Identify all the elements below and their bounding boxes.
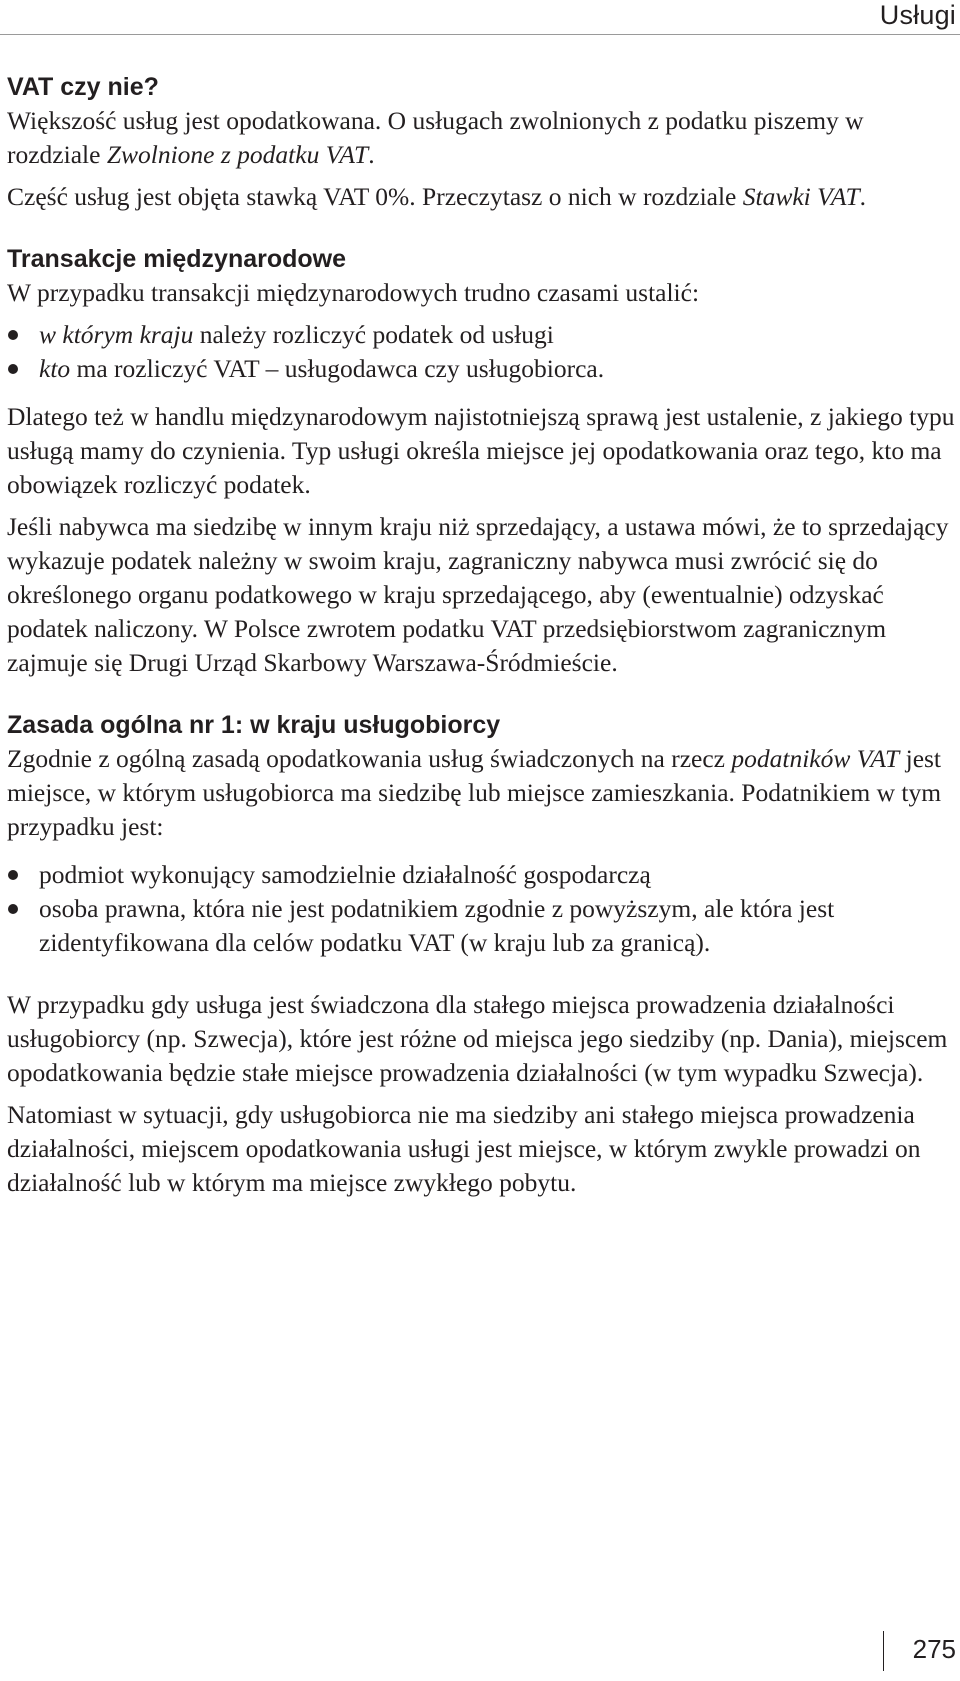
running-header-title: Usługi [879, 0, 956, 30]
paragraph-rule1-2: Natomiast w sytuacji, gdy usługobiorca nie ma siedziby ani stałego miejsca prowadzenia działalności, miejscem opodatkowania usługi jest miejsce, w którym zwykle prowadzi on działalność lub w którym ma miejsce zwykłego pobytu. [7, 1100, 921, 1197]
page-content [7, 70, 957, 1200]
page-number: 275 [912, 1634, 956, 1664]
list-item [7, 318, 957, 352]
text-run: należy rozliczyć podatek od usługi [193, 320, 554, 349]
paragraph-vat-2 [7, 180, 957, 214]
bullet-icon [8, 330, 18, 340]
text-run: osoba prawna, która nie jest podatnikiem zgodnie z powyższym, ale która jest zidentyfikowana dla celów podatku VAT (w kraju lub za granicą). [39, 894, 835, 957]
section-heading-international: Transakcje międzynarodowe [7, 245, 347, 273]
emphasis: w którym kraju [39, 320, 194, 349]
paragraph-international-1: Dlatego też w handlu międzynarodowym najistotniejszą sprawą jest ustalenie, z jakiego typu usługą mamy do czynienia. Typ usługi określa miejsce jej opodatkowania oraz tego, kto ma obowiązek rozliczyć podatek. [7, 402, 955, 499]
bullet-list-rule1 [7, 858, 957, 960]
text-run: . [368, 140, 375, 169]
emphasis: podatników VAT [731, 744, 900, 773]
bullet-icon [8, 364, 18, 374]
paragraph-international-2: Jeśli nabywca ma siedzibę w innym kraju niż sprzedający, a ustawa mówi, że to sprzedający wykazuje podatek należny w swoim kraju, zagraniczny nabywca musi zwrócić się do określonego organu podatkowego w kraju sprzedającego, aby (ewentualnie) odzyskać podatek naliczony. W Polsce zwrotem podatku VAT przedsiębiorstwom zagranicznym zajmuje się Drugi Urząd Skarbowy Warszawa-Śródmieście. [7, 512, 949, 677]
paragraph-rule1-intro [7, 742, 957, 844]
paragraph-international-intro: W przypadku transakcji międzynarodowych trudno czasami ustalić: [7, 278, 700, 307]
section-heading-rule1: Zasada ogólna nr 1: w kraju usługobiorcy [7, 711, 501, 739]
bullet-icon [8, 904, 18, 914]
list-item [7, 352, 957, 386]
footer-divider [883, 1631, 884, 1671]
emphasis: Zwolnione z podatku VAT [106, 140, 369, 169]
list-item [7, 892, 957, 960]
paragraph-vat-1 [7, 104, 957, 172]
section-heading-vat: VAT czy nie? [7, 73, 159, 101]
text-run: jest miejsce, w którym usługobiorca ma siedzibę lub miejsce zamieszkania. Podatnikiem w tym przypadku jest: [7, 744, 942, 841]
paragraph-rule1-1: W przypadku gdy usługa jest świadczona dla stałego miejsca prowadzenia działalności usługobiorcy (np. Szwecja), które jest różne od miejsca jego siedziby (np. Dania), miejscem opodatkowania będzie stałe miejsce prowadzenia działalności (w tym wypadku Szwecja). [7, 990, 948, 1087]
text-run: Część usług jest objęta stawką VAT 0%. Przeczytasz o nich w rozdziale [7, 182, 743, 211]
text-run: ma rozliczyć VAT – usługodawca czy usługobiorca. [70, 354, 605, 383]
text-run: Zgodnie z ogólną zasadą opodatkowania usług świadczonych na rzecz [7, 744, 732, 773]
bullet-icon [8, 870, 18, 880]
bullet-list-international [7, 318, 957, 386]
list-item [7, 858, 957, 892]
text-run: Większość usług jest opodatkowana. O usługach zwolnionych z podatku piszemy w rozdziale [7, 106, 864, 169]
text-run: . [859, 182, 867, 211]
header-divider [0, 34, 960, 35]
emphasis: Stawki VAT [742, 182, 860, 211]
text-run: podmiot wykonujący samodzielnie działalność gospodarczą [39, 860, 651, 889]
emphasis: kto [39, 354, 71, 383]
